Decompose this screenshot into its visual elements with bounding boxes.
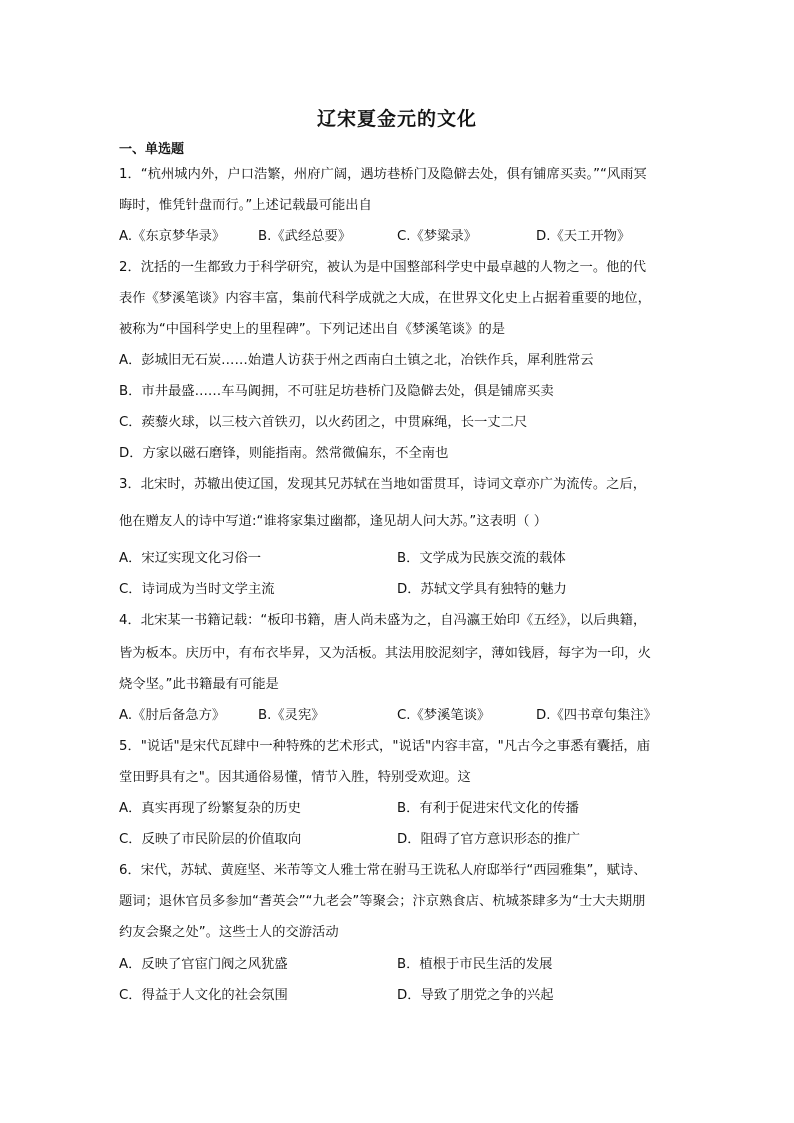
q4-option-c: C.《梦溪笔谈》 (397, 708, 491, 723)
q2-line-2: 表作《梦溪笔谈》内容丰富，集前代科学成就之大成，在世界文化史上占据着重要的地位， (119, 291, 651, 306)
q3-line-2: 他在赠友人的诗中写道:“谁将家集过幽都，逢见胡人问大苏。”这表明（ ） (119, 514, 548, 529)
q5-option-c: C．反映了市民阶层的价值取向 (119, 832, 302, 847)
q4-option-d: D.《四书章句集注》 (536, 708, 657, 723)
q4-line-2: 皆为板本。庆历中，有布衣毕昇，又为活板。其法用胶泥刻字，薄如钱唇，每字为一印，火 (119, 646, 651, 661)
q6-line-2: 题词；退休官员多参加“耆英会”“九老会”等聚会；汴京熟食店、杭城茶肆多为“士大夫期朋 (119, 894, 646, 909)
q3-option-c: C．诗词成为当时文学主流 (119, 582, 275, 597)
q3-option-d: D．苏轼文学具有独特的魅力 (397, 582, 567, 597)
q5-option-d: D．阻碍了官方意识形态的推广 (397, 832, 581, 847)
q4-line-1: 4．北宋某一书籍记载：“板印书籍，唐人尚未盛为之，自冯瀛王始印《五经》，以后典籍， (119, 613, 647, 628)
q5-line-2: 堂田野具有之"。因其通俗易懂，情节入胜，特别受欢迎。这 (119, 770, 471, 785)
q1-option-d: D.《天工开物》 (536, 229, 631, 244)
q2-option-a: A．彭城旧无石炭……始遣人访获于州之西南白土镇之北，冶铁作兵，犀利胜常云 (119, 353, 594, 368)
q2-line-1: 2．沈括的一生都致力于科学研究，被认为是中国整部科学史中最卓越的人物之一。他的代 (119, 260, 647, 275)
q6-line-3: 约友会聚之处”。这些士人的交游活动 (119, 925, 339, 940)
q5-option-a: A．真实再现了纷繁复杂的历史 (119, 801, 301, 816)
q1-option-b: B.《武经总要》 (258, 229, 352, 244)
section-heading: 一、单选题 (119, 142, 185, 157)
q1-option-a: A.《东京梦华录》 (119, 229, 226, 244)
q1-option-c: C.《梦粱录》 (397, 229, 477, 244)
q1-line-1: 1．“杭州城内外，户口浩繁，州府广阔，遇坊巷桥门及隐僻去处，俱有铺席买卖。”“风雨冥 (119, 167, 647, 182)
q3-option-a: A．宋辽实现文化习俗一 (119, 551, 262, 566)
q2-option-b: B．市井最盛……车马阗拥，不可驻足坊巷桥门及隐僻去处，俱是铺席买卖 (119, 384, 554, 399)
q4-option-a: A.《肘后备急方》 (119, 708, 226, 723)
q4-line-3: 烧令坚。”此书籍最有可能是 (119, 677, 279, 692)
q2-option-d: D．方家以磁石磨锋，则能指南。然常微偏东，不全南也 (119, 446, 449, 461)
q3-line-1: 3．北宋时，苏辙出使辽国，发现其兄苏轼在当地如雷贯耳，诗词文章亦广为流传。之后， (119, 477, 647, 492)
q5-option-b: B．有利于促进宋代文化的传播 (397, 801, 579, 816)
q5-line-1: 5．"说话"是宋代瓦肆中一种特殊的艺术形式，"说话"内容丰富，"凡古今之事悉有囊括，庙 (119, 739, 651, 754)
q6-option-b: B．植根于市民生活的发展 (397, 957, 553, 972)
page-title: 辽宋夏金元的文化 (316, 108, 477, 130)
q6-line-1: 6．宋代，苏轼、黄庭坚、米芾等文人雅士常在驸马王诜私人府邸举行“西园雅集”，赋诗、 (119, 863, 647, 878)
q2-option-c: C．蒺藜火球，以三枝六首铁刃，以火药团之，中贯麻绳，长一丈二尺 (119, 415, 528, 430)
q6-option-a: A．反映了官宦门阀之风犹盛 (119, 957, 288, 972)
q4-option-b: B.《灵宪》 (258, 708, 325, 723)
q6-option-d: D．导致了朋党之争的兴起 (397, 988, 554, 1003)
q6-option-c: C．得益于人文化的社会氛围 (119, 988, 288, 1003)
q1-line-2: 晦时，惟凭针盘而行。”上述记载最可能出自 (119, 198, 372, 213)
q3-option-b: B．文学成为民族交流的载体 (397, 551, 566, 566)
q2-line-3: 被称为“中国科学史上的里程碑”。下列记述出自《梦溪笔谈》的是 (119, 322, 506, 337)
